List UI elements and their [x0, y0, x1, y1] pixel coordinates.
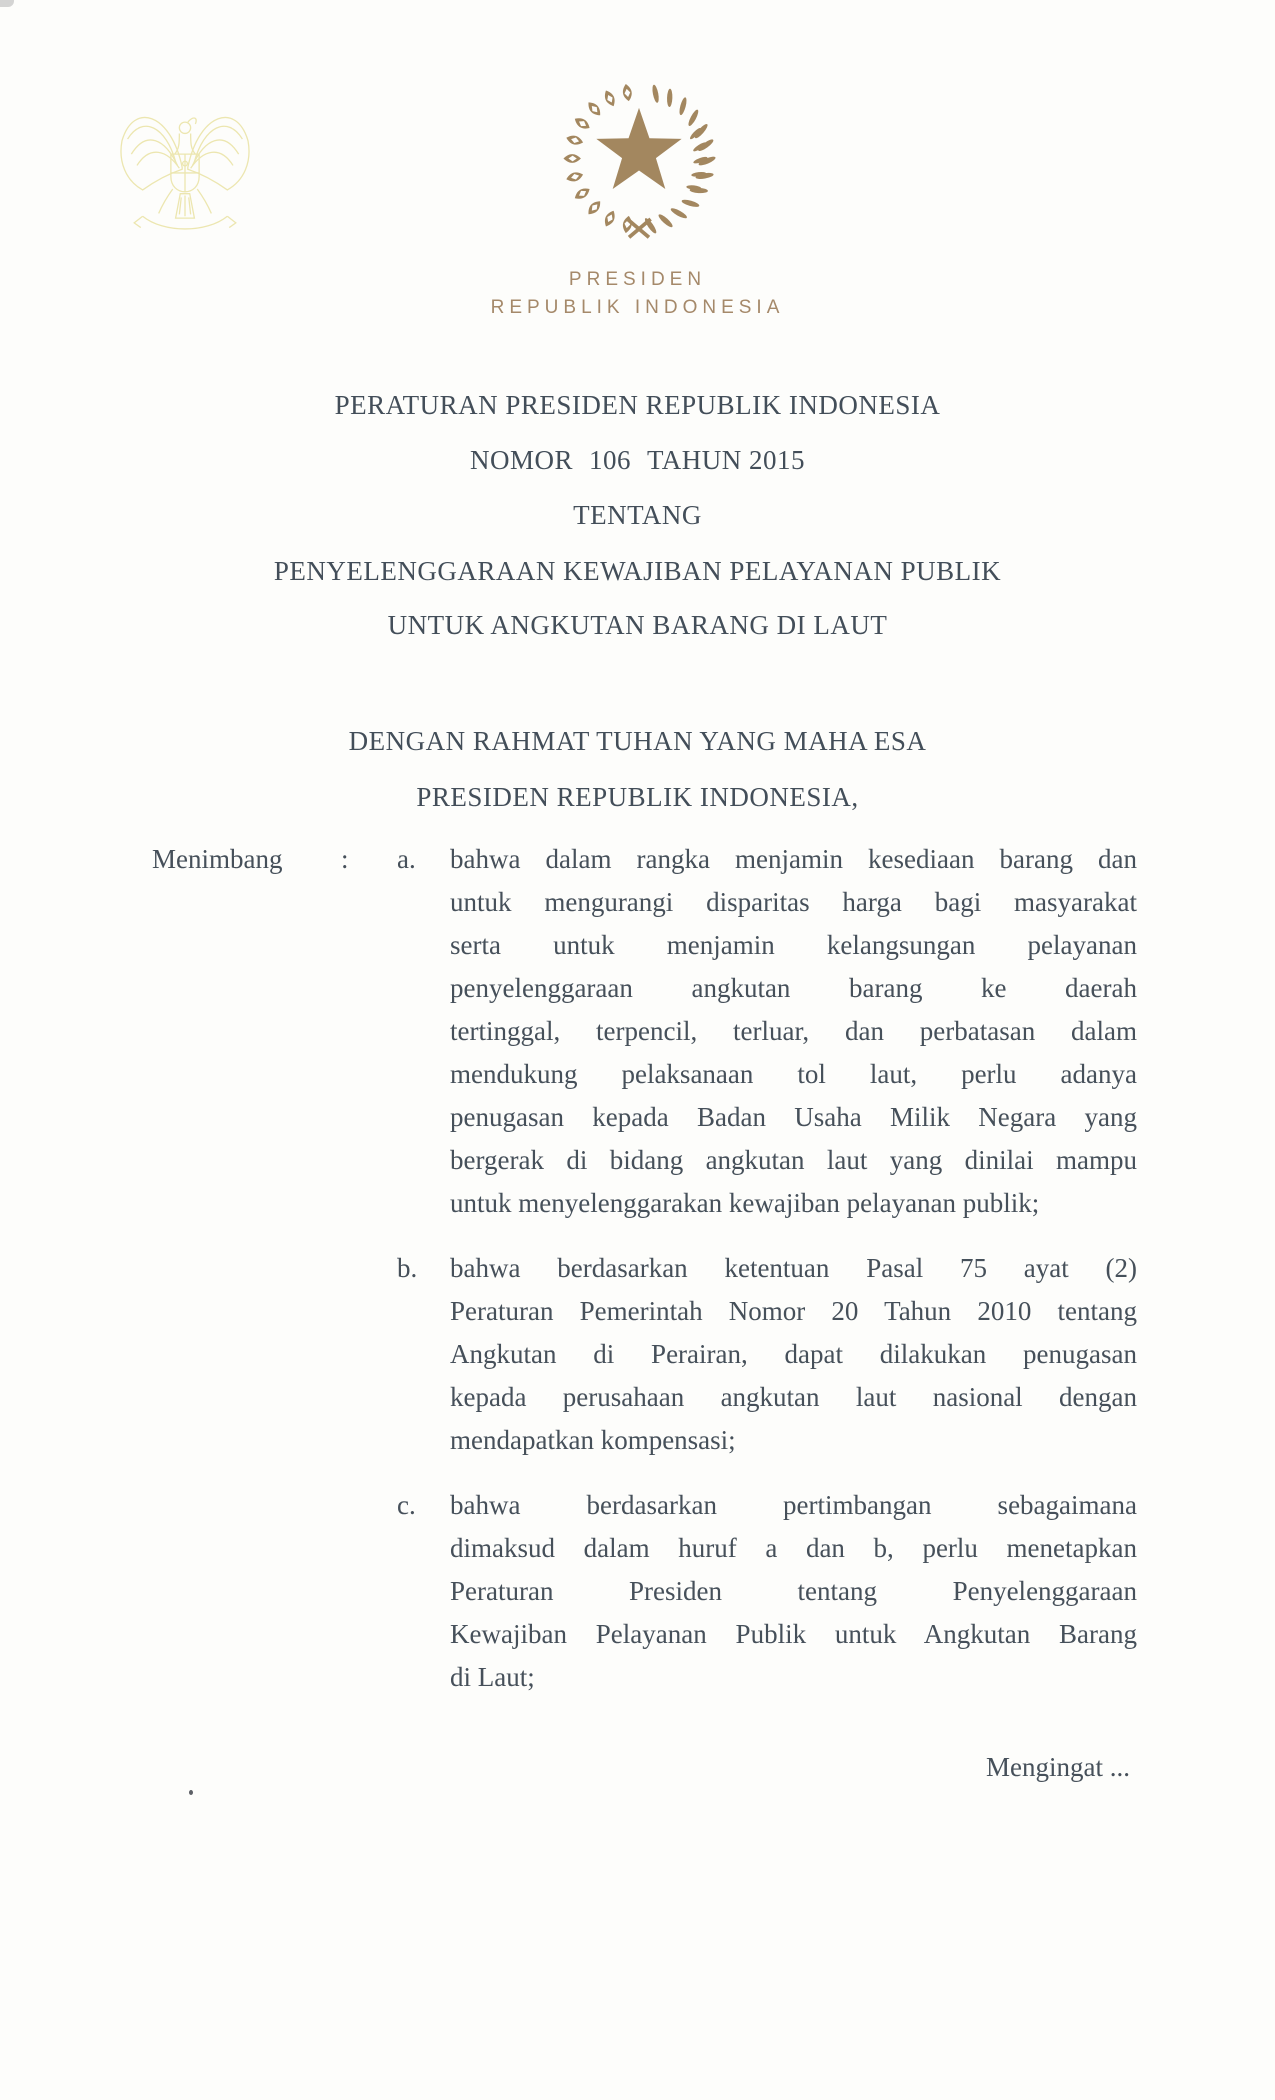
continuation-catchword: Mengingat ...: [986, 1752, 1130, 1782]
nomor-label: NOMOR: [469, 445, 573, 475]
tahun-label: TAHUN 2015: [646, 445, 806, 475]
item-marker-c: c.: [397, 1490, 416, 1520]
letterhead-line1: PRESIDEN: [568, 269, 707, 290]
scan-speck: [189, 1790, 193, 1795]
text-line: penugasan kepada Badan Usaha Milik Negara yang: [450, 1102, 1137, 1132]
item-text-b: [450, 1247, 1137, 1462]
presidential-seal-icon: [556, 78, 722, 244]
text-line: bahwa dalam rangka menjamin kesediaan barang dan: [450, 844, 1137, 874]
authority-line: PRESIDEN REPUBLIK INDONESIA,: [416, 782, 859, 812]
scan-speck-corner: [0, 0, 14, 7]
text-line: untuk menyelenggarakan kewajiban pelayanan publik;: [450, 1188, 1040, 1218]
nomor-value: 106: [588, 445, 631, 475]
considering-section: [152, 838, 1137, 1721]
garuda-pancasila-watermark-icon: [105, 72, 265, 257]
text-line: mendapatkan kompensasi;: [450, 1425, 736, 1455]
text-line: Peraturan Presiden tentang Penyelenggaraan: [450, 1576, 1137, 1606]
subject-line1: PENYELENGGARAAN KEWAJIBAN PELAYANAN PUBLIK: [273, 556, 1002, 586]
tentang-label: TENTANG: [573, 500, 702, 530]
text-line: bahwa berdasarkan pertimbangan sebagaimana: [450, 1490, 1137, 1520]
text-line: serta untuk menjamin kelangsungan pelayanan: [450, 930, 1137, 960]
considering-item-c: [152, 1484, 1137, 1699]
item-text-a: [450, 838, 1137, 1225]
text-line: bergerak di bidang angkutan laut yang dinilai mampu: [450, 1145, 1137, 1175]
seal-star: [596, 108, 681, 189]
letterhead: [0, 266, 1275, 322]
considering-item-b: [152, 1247, 1137, 1462]
text-line: Angkutan di Perairan, dapat dilakukan penugasan: [450, 1339, 1137, 1369]
regulation-title: PERATURAN PRESIDEN REPUBLIK INDONESIA: [334, 390, 941, 420]
text-line: kepada perusahaan angkutan laut nasional dengan: [450, 1382, 1137, 1412]
considering-label: Menimbang: [152, 844, 283, 874]
subject-line2: UNTUK ANGKUTAN BARANG DI LAUT: [387, 610, 888, 640]
item-text-c: [450, 1484, 1137, 1699]
invocation-line: DENGAN RAHMAT TUHAN YANG MAHA ESA: [348, 726, 927, 756]
considering-item-a: [152, 838, 1137, 1225]
letterhead-line2: REPUBLIK INDONESIA: [490, 297, 785, 318]
text-line: Kewajiban Pelayanan Publik untuk Angkutan Barang: [450, 1619, 1137, 1649]
text-line: dimaksud dalam huruf a dan b, perlu menetapkan: [450, 1533, 1137, 1563]
text-line: Peraturan Pemerintah Nomor 20 Tahun 2010 tentang: [450, 1296, 1137, 1326]
text-line: mendukung pelaksanaan tol laut, perlu adanya: [450, 1059, 1137, 1089]
regulation-number-line: [0, 445, 1275, 476]
seal-stems: [627, 219, 650, 237]
text-line: tertinggal, terpencil, terluar, dan perbatasan dalam: [450, 1016, 1137, 1046]
text-line: penyelenggaraan angkutan barang ke daerah: [450, 973, 1137, 1003]
text-line: untuk mengurangi disparitas harga bagi masyarakat: [450, 887, 1137, 917]
item-marker-b: b.: [397, 1253, 418, 1283]
considering-colon: :: [341, 844, 349, 874]
text-line: bahwa berdasarkan ketentuan Pasal 75 ayat (2): [450, 1253, 1137, 1283]
text-line: di Laut;: [450, 1662, 535, 1692]
item-marker-a: a.: [397, 844, 416, 874]
